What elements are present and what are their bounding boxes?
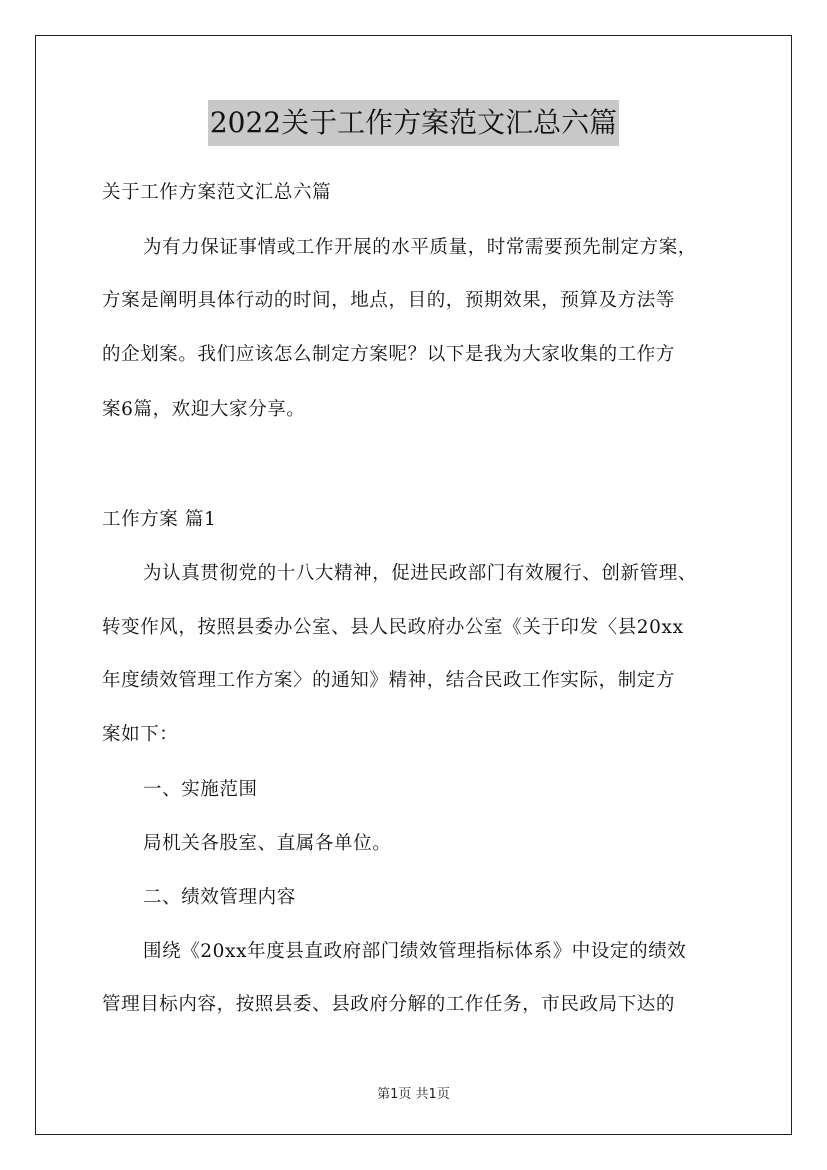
intro-line-3: 的企划案。我们应该怎么制定方案呢？以下是我为大家收集的工作方 bbox=[102, 344, 676, 365]
document-title: 2022关于工作方案范文汇总六篇 bbox=[208, 100, 619, 146]
page-footer: 第1页 共1页 bbox=[377, 1087, 450, 1102]
section-line-1: 为认真贯彻党的十八大精神，促进民政部门有效履行、创新管理、 bbox=[143, 563, 697, 584]
item2-line-2: 管理目标内容，按照县委、县政府分解的工作任务，市民政局下达的 bbox=[102, 994, 676, 1015]
section-line-2: 转变作风，按照县委办公室、县人民政府办公室《关于印发〈县20xx bbox=[102, 617, 684, 638]
title-container bbox=[0, 100, 827, 146]
item2-line-1: 围绕《20xx年度县直政府部门绩效管理指标体系》中设定的绩效 bbox=[143, 941, 687, 962]
intro-line-2: 方案是阐明具体行动的时间，地点，目的，预期效果，预算及方法等 bbox=[102, 290, 676, 311]
section-line-3: 年度绩效管理工作方案〉的通知》精神，结合民政工作实际，制定方 bbox=[102, 670, 676, 691]
item1-text: 局机关各股室、直属各单位。 bbox=[143, 833, 392, 854]
section-line-4: 案如下： bbox=[102, 724, 179, 745]
item2-heading: 二、绩效管理内容 bbox=[143, 887, 296, 908]
intro-line-4: 案6篇，欢迎大家分享。 bbox=[102, 399, 306, 420]
item1-heading: 一、实施范围 bbox=[143, 779, 258, 800]
intro-line-1: 为有力保证事情或工作开展的水平质量，时常需要预先制定方案， bbox=[143, 237, 697, 258]
section-heading: 工作方案 篇1 bbox=[102, 509, 217, 530]
document-subtitle: 关于工作方案范文汇总六篇 bbox=[102, 182, 332, 203]
